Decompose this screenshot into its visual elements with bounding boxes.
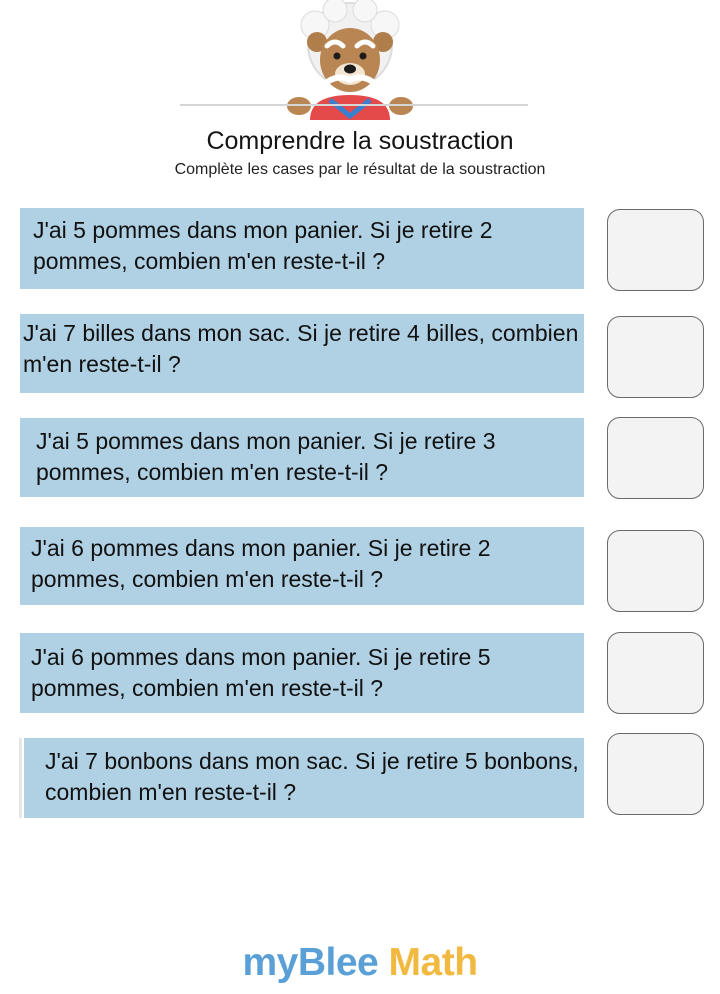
logo-myblee: myBlee xyxy=(242,941,379,984)
answer-box[interactable] xyxy=(607,632,704,714)
question-box xyxy=(20,208,584,289)
question-text: J'ai 7 bonbons dans mon sac. Si je retire 5 bonbons, combien m'en reste-t-il ? xyxy=(45,748,579,805)
header-divider xyxy=(180,104,528,106)
question-box xyxy=(20,418,584,497)
question-box-edge xyxy=(19,738,22,818)
question-text: J'ai 6 pommes dans mon panier. Si je retire 2 pommes, combien m'en reste-t-il ? xyxy=(31,535,491,592)
question-box xyxy=(20,527,584,605)
answer-box[interactable] xyxy=(607,733,704,815)
answer-box[interactable] xyxy=(607,316,704,398)
page-title: Comprendre la soustraction xyxy=(206,127,514,155)
question-text: J'ai 5 pommes dans mon panier. Si je retire 3 pommes, combien m'en reste-t-il ? xyxy=(36,428,496,485)
question-text: J'ai 5 pommes dans mon panier. Si je retire 2 pommes, combien m'en reste-t-il ? xyxy=(33,217,493,274)
question-box xyxy=(20,314,584,393)
answer-box[interactable] xyxy=(607,530,704,612)
question-box xyxy=(20,633,584,713)
logo-math: Math xyxy=(388,941,478,984)
bear-mascot-icon xyxy=(275,0,425,120)
question-text: J'ai 6 pommes dans mon panier. Si je retire 5 pommes, combien m'en reste-t-il ? xyxy=(31,644,491,701)
question-text: J'ai 7 billes dans mon sac. Si je retire 4 billes, combien m'en reste-t-il ? xyxy=(23,320,579,377)
question-box xyxy=(24,738,584,818)
myblee-math-logo xyxy=(0,941,720,985)
answer-box[interactable] xyxy=(607,417,704,499)
page-subtitle: Complète les cases par le résultat de la soustraction xyxy=(174,161,546,178)
answer-box[interactable] xyxy=(607,209,704,291)
